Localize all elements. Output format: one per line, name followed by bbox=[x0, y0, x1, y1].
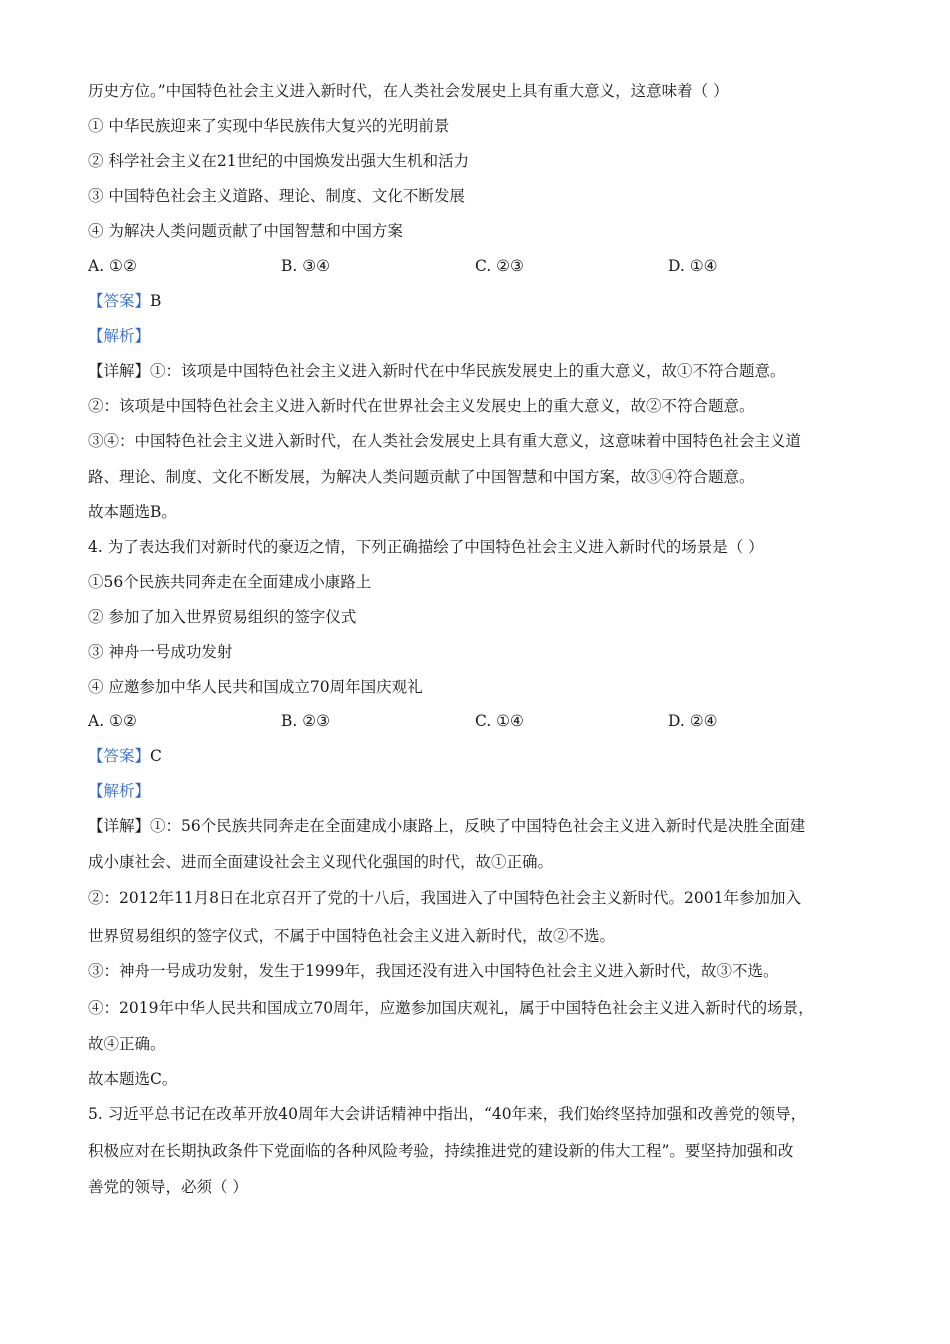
q3-conclusion: 故本题选B。 bbox=[88, 503, 177, 521]
analysis-tag: 【解析】 bbox=[88, 327, 151, 345]
detail-tag: 【详解】 bbox=[88, 817, 151, 835]
q4-detail-line-1 bbox=[88, 815, 870, 837]
q5-stem-line-2: 积极应对在长期执政条件下党面临的各种风险考验，持续推进党的建设新的伟大工程”。要坚持加强和改 bbox=[88, 1142, 794, 1160]
q4-detail-line-7: 故④正确。 bbox=[88, 1035, 166, 1053]
q5-stem-line-3: 善党的领导，必须（ ） bbox=[88, 1178, 248, 1196]
detail-tag: 【详解】 bbox=[88, 362, 151, 380]
q4-detail-line-3: ②：2012年11月8日在北京召开了党的十八后，我国进入了中国特色社会主义新时代。2001年参加加入 bbox=[88, 889, 801, 907]
q4-option-c: C. ①④ bbox=[475, 712, 524, 730]
q4-option-a: A. ①② bbox=[88, 712, 137, 730]
q4-detail-line-6: ④：2019年中华人民共和国成立70周年，应邀参加国庆观礼，属于中国特色社会主义进入新时代的场景， bbox=[88, 999, 814, 1017]
q4-detail-line-4: 世界贸易组织的签字仪式，不属于中国特色社会主义进入新时代，故②不选。 bbox=[88, 927, 616, 945]
q4-detail-text-1: ①：56个民族共同奔走在全面建成小康路上，反映了中国特色社会主义进入新时代是决胜全面建 bbox=[150, 817, 806, 835]
q4-item-4: ④ 应邀参加中华人民共和国成立70周年国庆观礼 bbox=[88, 678, 423, 696]
q4-item-1: ①56个民族共同奔走在全面建成小康路上 bbox=[88, 573, 372, 591]
answer-tag: 【答案】 bbox=[88, 747, 151, 765]
q3-detail-line-3: ③④：中国特色社会主义进入新时代，在人类社会发展史上具有重大意义，这意味着中国特色社会主义道 bbox=[88, 432, 802, 450]
analysis-tag: 【解析】 bbox=[88, 782, 151, 800]
q4-option-d: D. ②④ bbox=[668, 712, 718, 730]
q4-detail-line-5: ③：神舟一号成功发射，发生于1999年，我国还没有进入中国特色社会主义进入新时代，故③不选。 bbox=[88, 962, 779, 980]
q3-detail-text-1: ①：该项是中国特色社会主义进入新时代在中华民族发展史上的重大意义，故①不符合题意。 bbox=[150, 362, 786, 380]
q4-answer-line bbox=[88, 745, 870, 767]
q4-answer-value: C bbox=[150, 747, 162, 765]
q3-option-c: C. ②③ bbox=[475, 257, 524, 275]
answer-tag: 【答案】 bbox=[88, 292, 151, 310]
q3-item-1: ① 中华民族迎来了实现中华民族伟大复兴的光明前景 bbox=[88, 117, 450, 135]
q4-item-2: ② 参加了加入世界贸易组织的签字仪式 bbox=[88, 608, 357, 626]
q3-item-3: ③ 中国特色社会主义道路、理论、制度、文化不断发展 bbox=[88, 187, 465, 205]
q3-detail-line-1 bbox=[88, 360, 870, 382]
q3-analysis-line bbox=[88, 325, 870, 347]
q4-stem: 4. 为了表达我们对新时代的豪迈之情，下列正确描绘了中国特色社会主义进入新时代的场景是（ ） bbox=[88, 538, 764, 556]
q3-stem: 历史方位。”中国特色社会主义进入新时代，在人类社会发展史上具有重大意义，这意味着（ ） bbox=[88, 82, 729, 100]
q4-option-b: B. ②③ bbox=[281, 712, 331, 730]
q3-option-d: D. ①④ bbox=[668, 257, 718, 275]
q3-answer-value: B bbox=[150, 292, 162, 310]
q4-detail-line-2: 成小康社会、进而全面建设社会主义现代化强国的时代，故①正确。 bbox=[88, 853, 554, 871]
q5-stem-line-1: 5. 习近平总书记在改革开放40周年大会讲话精神中指出，“40年来，我们始终坚持加强和改善党的领导， bbox=[88, 1105, 807, 1123]
q4-item-3: ③ 神舟一号成功发射 bbox=[88, 643, 233, 661]
q4-conclusion: 故本题选C。 bbox=[88, 1070, 178, 1088]
q3-option-a: A. ①② bbox=[88, 257, 137, 275]
q3-item-2: ② 科学社会主义在21世纪的中国焕发出强大生机和活力 bbox=[88, 152, 470, 170]
q3-option-b: B. ③④ bbox=[281, 257, 331, 275]
q3-answer-line bbox=[88, 290, 870, 312]
q3-item-4: ④ 为解决人类问题贡献了中国智慧和中国方案 bbox=[88, 222, 403, 240]
q3-detail-line-2: ②：该项是中国特色社会主义进入新时代在世界社会主义发展史上的重大意义，故②不符合题意。 bbox=[88, 397, 755, 415]
q3-detail-line-4: 路、理论、制度、文化不断发展，为解决人类问题贡献了中国智慧和中国方案，故③④符合题意。 bbox=[88, 468, 755, 486]
q4-analysis-line bbox=[88, 780, 870, 802]
